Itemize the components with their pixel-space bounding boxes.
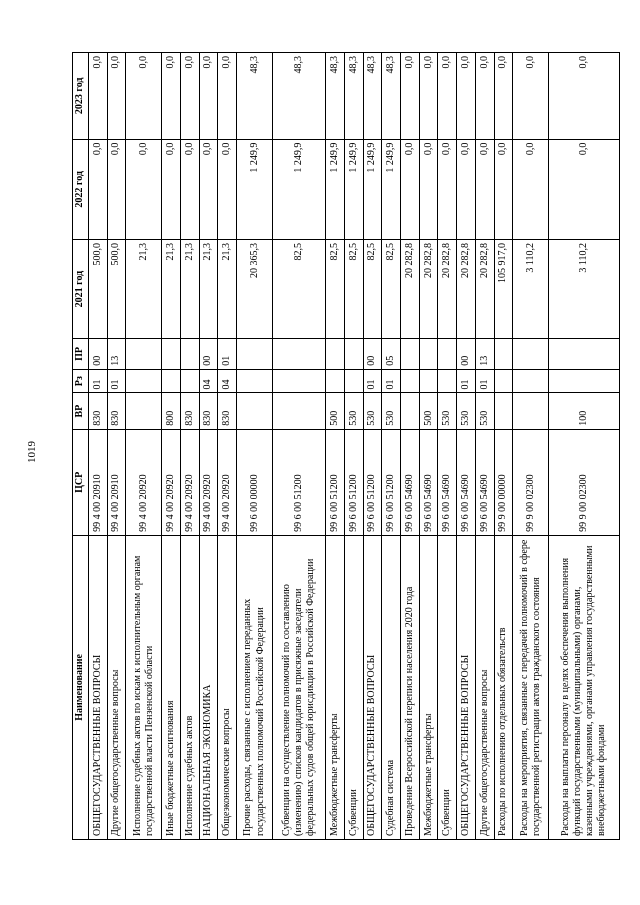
table-row xyxy=(549,53,620,840)
cell-csr: 99 9 00 02300 xyxy=(513,429,549,535)
cell-pr: 00 xyxy=(199,339,218,370)
cell-name: Расходы по исполнению отдельных обязательств xyxy=(494,535,513,839)
cell-csr: 99 6 00 51200 xyxy=(382,429,401,535)
cell-name: Расходы на мероприятия, связанные с передачей полномочий в сфере государственной регистрации актов гражданского состояния xyxy=(513,535,549,839)
cell-y2023: 0,0 xyxy=(457,53,476,140)
cell-pr xyxy=(438,339,457,370)
cell-vr: 500 xyxy=(419,393,438,429)
cell-rz: 04 xyxy=(199,369,218,393)
cell-y2023: 0,0 xyxy=(89,53,108,140)
cell-csr: 99 6 00 51200 xyxy=(363,429,382,535)
cell-vr xyxy=(126,393,162,429)
cell-csr: 99 4 00 20910 xyxy=(89,429,108,535)
table-row xyxy=(382,53,401,840)
cell-name: Субвенции xyxy=(438,535,457,839)
cell-y2022: 0,0 xyxy=(126,139,162,239)
cell-y2023: 48,3 xyxy=(345,53,364,140)
cell-vr: 800 xyxy=(162,393,181,429)
cell-y2022: 0,0 xyxy=(181,139,200,239)
cell-csr: 99 6 00 54690 xyxy=(457,429,476,535)
cell-vr: 830 xyxy=(89,393,108,429)
table-row xyxy=(401,53,420,840)
cell-csr: 99 9 00 00000 xyxy=(494,429,513,535)
table-row xyxy=(363,53,382,840)
cell-y2023: 48,3 xyxy=(363,53,382,140)
table-row xyxy=(475,53,494,840)
cell-pr: 13 xyxy=(475,339,494,370)
cell-name: Другие общегосударственные вопросы xyxy=(107,535,126,839)
table-row xyxy=(89,53,108,840)
cell-pr: 00 xyxy=(457,339,476,370)
cell-y2021: 82,5 xyxy=(326,240,345,339)
cell-y2022: 0,0 xyxy=(549,139,620,239)
cell-name: Исполнение судебных актов по искам к исполнительным органам государственной власти Пензенской области xyxy=(126,535,162,839)
cell-y2023: 0,0 xyxy=(199,53,218,140)
cell-y2021: 21,3 xyxy=(126,240,162,339)
cell-rz: 04 xyxy=(218,369,237,393)
table-header-row xyxy=(73,53,89,840)
cell-pr xyxy=(237,339,273,370)
cell-csr: 99 4 00 20920 xyxy=(126,429,162,535)
table-row xyxy=(513,53,549,840)
cell-y2023: 0,0 xyxy=(107,53,126,140)
cell-name: Межбюджетные трансферты xyxy=(419,535,438,839)
cell-rz xyxy=(273,369,326,393)
cell-y2022: 0,0 xyxy=(475,139,494,239)
cell-csr: 99 6 00 54690 xyxy=(438,429,457,535)
cell-y2022: 0,0 xyxy=(107,139,126,239)
cell-pr xyxy=(513,339,549,370)
header-pr: ПР xyxy=(73,339,89,370)
cell-y2022: 1 249,9 xyxy=(345,139,364,239)
cell-y2022: 1 249,9 xyxy=(326,139,345,239)
cell-rz: 01 xyxy=(475,369,494,393)
cell-rz xyxy=(419,369,438,393)
cell-rz xyxy=(126,369,162,393)
table-row xyxy=(199,53,218,840)
cell-pr xyxy=(494,339,513,370)
cell-rz xyxy=(513,369,549,393)
cell-pr xyxy=(326,339,345,370)
cell-vr: 530 xyxy=(363,393,382,429)
cell-name: Общеэкономические вопросы xyxy=(218,535,237,839)
cell-rz xyxy=(181,369,200,393)
table-row xyxy=(457,53,476,840)
cell-name: Прочие расходы, связанные с исполнением переданных государственных полномочий Российской Федерации xyxy=(237,535,273,839)
cell-y2022: 0,0 xyxy=(401,139,420,239)
cell-vr: 530 xyxy=(457,393,476,429)
cell-rz: 01 xyxy=(382,369,401,393)
cell-y2023: 0,0 xyxy=(126,53,162,140)
cell-y2021: 21,3 xyxy=(218,240,237,339)
cell-rz xyxy=(549,369,620,393)
table-row xyxy=(273,53,326,840)
cell-y2022: 0,0 xyxy=(438,139,457,239)
cell-csr: 99 6 00 54690 xyxy=(401,429,420,535)
budget-table xyxy=(72,52,620,840)
cell-name: Субвенции xyxy=(345,535,364,839)
cell-y2023: 0,0 xyxy=(162,53,181,140)
cell-y2022: 0,0 xyxy=(494,139,513,239)
cell-vr: 530 xyxy=(345,393,364,429)
cell-pr xyxy=(126,339,162,370)
cell-pr: 00 xyxy=(89,339,108,370)
table-row xyxy=(438,53,457,840)
cell-y2023: 48,3 xyxy=(237,53,273,140)
table-row xyxy=(345,53,364,840)
cell-y2022: 1 249,9 xyxy=(363,139,382,239)
cell-vr: 100 xyxy=(549,393,620,429)
table-row xyxy=(218,53,237,840)
cell-y2021: 21,3 xyxy=(181,240,200,339)
cell-y2021: 20 282,8 xyxy=(401,240,420,339)
cell-vr: 830 xyxy=(199,393,218,429)
cell-y2022: 0,0 xyxy=(218,139,237,239)
table-row xyxy=(126,53,162,840)
cell-y2023: 0,0 xyxy=(494,53,513,140)
cell-csr: 99 6 00 54690 xyxy=(419,429,438,535)
cell-name: Исполнение судебных актов xyxy=(181,535,200,839)
cell-name: ОБЩЕГОСУДАРСТВЕННЫЕ ВОПРОСЫ xyxy=(457,535,476,839)
cell-pr: 01 xyxy=(218,339,237,370)
cell-csr: 99 6 00 51200 xyxy=(273,429,326,535)
header-vr: ВР xyxy=(73,393,89,429)
cell-rz xyxy=(494,369,513,393)
cell-y2023: 0,0 xyxy=(513,53,549,140)
cell-name: Другие общегосударственные вопросы xyxy=(475,535,494,839)
cell-y2021: 3 110,2 xyxy=(513,240,549,339)
cell-rz xyxy=(162,369,181,393)
cell-pr xyxy=(401,339,420,370)
cell-name: Иные бюджетные ассигнования xyxy=(162,535,181,839)
table-row xyxy=(326,53,345,840)
cell-rz xyxy=(326,369,345,393)
cell-y2021: 20 282,8 xyxy=(438,240,457,339)
cell-y2021: 3 110,2 xyxy=(549,240,620,339)
cell-y2022: 0,0 xyxy=(199,139,218,239)
cell-csr: 99 6 00 51200 xyxy=(326,429,345,535)
cell-y2023: 48,3 xyxy=(326,53,345,140)
table-row xyxy=(237,53,273,840)
cell-y2021: 21,3 xyxy=(199,240,218,339)
cell-rz xyxy=(237,369,273,393)
cell-y2021: 20 282,8 xyxy=(457,240,476,339)
cell-rz xyxy=(401,369,420,393)
header-2023: 2023 год xyxy=(73,53,89,140)
header-rz: Рз xyxy=(73,369,89,393)
cell-vr: 830 xyxy=(181,393,200,429)
cell-rz xyxy=(345,369,364,393)
header-csr: ЦСР xyxy=(73,429,89,535)
cell-y2021: 82,5 xyxy=(345,240,364,339)
cell-y2021: 82,5 xyxy=(273,240,326,339)
cell-pr: 13 xyxy=(107,339,126,370)
cell-pr: 00 xyxy=(363,339,382,370)
header-name: Наименование xyxy=(73,535,89,839)
cell-name: Судебная система xyxy=(382,535,401,839)
cell-vr: 830 xyxy=(107,393,126,429)
cell-pr xyxy=(162,339,181,370)
cell-pr xyxy=(549,339,620,370)
header-2021: 2021 год xyxy=(73,240,89,339)
cell-vr: 530 xyxy=(382,393,401,429)
cell-y2021: 105 917,0 xyxy=(494,240,513,339)
cell-pr: 05 xyxy=(382,339,401,370)
cell-vr xyxy=(513,393,549,429)
cell-vr: 530 xyxy=(438,393,457,429)
cell-y2023: 0,0 xyxy=(549,53,620,140)
cell-y2021: 500,0 xyxy=(89,240,108,339)
header-2022: 2022 год xyxy=(73,139,89,239)
cell-name: Субвенции на осуществление полномочий по составлению (изменению) списков кандидатов в присяжные заседатели федеральных судов общей юрисдикции в Российской Федерации xyxy=(273,535,326,839)
cell-rz: 01 xyxy=(457,369,476,393)
cell-y2023: 0,0 xyxy=(401,53,420,140)
cell-csr: 99 4 00 20920 xyxy=(162,429,181,535)
cell-vr xyxy=(273,393,326,429)
cell-y2023: 0,0 xyxy=(181,53,200,140)
cell-y2022: 0,0 xyxy=(162,139,181,239)
table-body xyxy=(89,53,620,840)
cell-vr: 500 xyxy=(326,393,345,429)
cell-csr: 99 4 00 20920 xyxy=(199,429,218,535)
cell-pr xyxy=(419,339,438,370)
cell-y2021: 82,5 xyxy=(363,240,382,339)
cell-y2021: 20 282,8 xyxy=(475,240,494,339)
cell-y2021: 82,5 xyxy=(382,240,401,339)
cell-y2022: 1 249,9 xyxy=(237,139,273,239)
cell-vr xyxy=(494,393,513,429)
cell-name: Проведение Всероссийской переписи населения 2020 года xyxy=(401,535,420,839)
cell-csr: 99 4 00 20920 xyxy=(218,429,237,535)
cell-name: НАЦИОНАЛЬНАЯ ЭКОНОМИКА xyxy=(199,535,218,839)
cell-name: ОБЩЕГОСУДАРСТВЕННЫЕ ВОПРОСЫ xyxy=(89,535,108,839)
cell-pr xyxy=(345,339,364,370)
cell-y2022: 1 249,9 xyxy=(382,139,401,239)
table-row xyxy=(181,53,200,840)
cell-pr xyxy=(181,339,200,370)
cell-y2021: 20 365,3 xyxy=(237,240,273,339)
cell-vr xyxy=(401,393,420,429)
table-row xyxy=(162,53,181,840)
cell-vr xyxy=(237,393,273,429)
cell-rz: 01 xyxy=(89,369,108,393)
cell-y2023: 48,3 xyxy=(273,53,326,140)
cell-y2021: 500,0 xyxy=(107,240,126,339)
cell-rz xyxy=(438,369,457,393)
cell-y2022: 1 249,9 xyxy=(273,139,326,239)
cell-y2023: 0,0 xyxy=(419,53,438,140)
cell-csr: 99 9 00 02300 xyxy=(549,429,620,535)
cell-csr: 99 6 00 00000 xyxy=(237,429,273,535)
cell-csr: 99 6 00 54690 xyxy=(475,429,494,535)
cell-y2022: 0,0 xyxy=(513,139,549,239)
budget-table-container xyxy=(72,52,620,840)
cell-y2023: 0,0 xyxy=(475,53,494,140)
page-number: 1019 xyxy=(26,441,38,463)
cell-y2021: 20 282,8 xyxy=(419,240,438,339)
cell-name: ОБЩЕГОСУДАРСТВЕННЫЕ ВОПРОСЫ xyxy=(363,535,382,839)
cell-y2023: 0,0 xyxy=(438,53,457,140)
cell-y2022: 0,0 xyxy=(457,139,476,239)
cell-y2021: 21,3 xyxy=(162,240,181,339)
cell-y2022: 0,0 xyxy=(89,139,108,239)
cell-y2022: 0,0 xyxy=(419,139,438,239)
table-row xyxy=(419,53,438,840)
cell-csr: 99 6 00 51200 xyxy=(345,429,364,535)
cell-rz: 01 xyxy=(107,369,126,393)
cell-pr xyxy=(273,339,326,370)
cell-vr: 530 xyxy=(475,393,494,429)
table-row xyxy=(494,53,513,840)
cell-rz: 01 xyxy=(363,369,382,393)
cell-name: Межбюджетные трансферты xyxy=(326,535,345,839)
cell-name: Расходы на выплаты персоналу в целях обеспечения выполнения функций государственными (муниципальными) органами, казенными учреждениями, органами управления государственными внебюджетными фондами xyxy=(549,535,620,839)
table-row xyxy=(107,53,126,840)
cell-csr: 99 4 00 20910 xyxy=(107,429,126,535)
cell-y2023: 0,0 xyxy=(218,53,237,140)
cell-vr: 830 xyxy=(218,393,237,429)
cell-y2023: 48,3 xyxy=(382,53,401,140)
cell-csr: 99 4 00 20920 xyxy=(181,429,200,535)
